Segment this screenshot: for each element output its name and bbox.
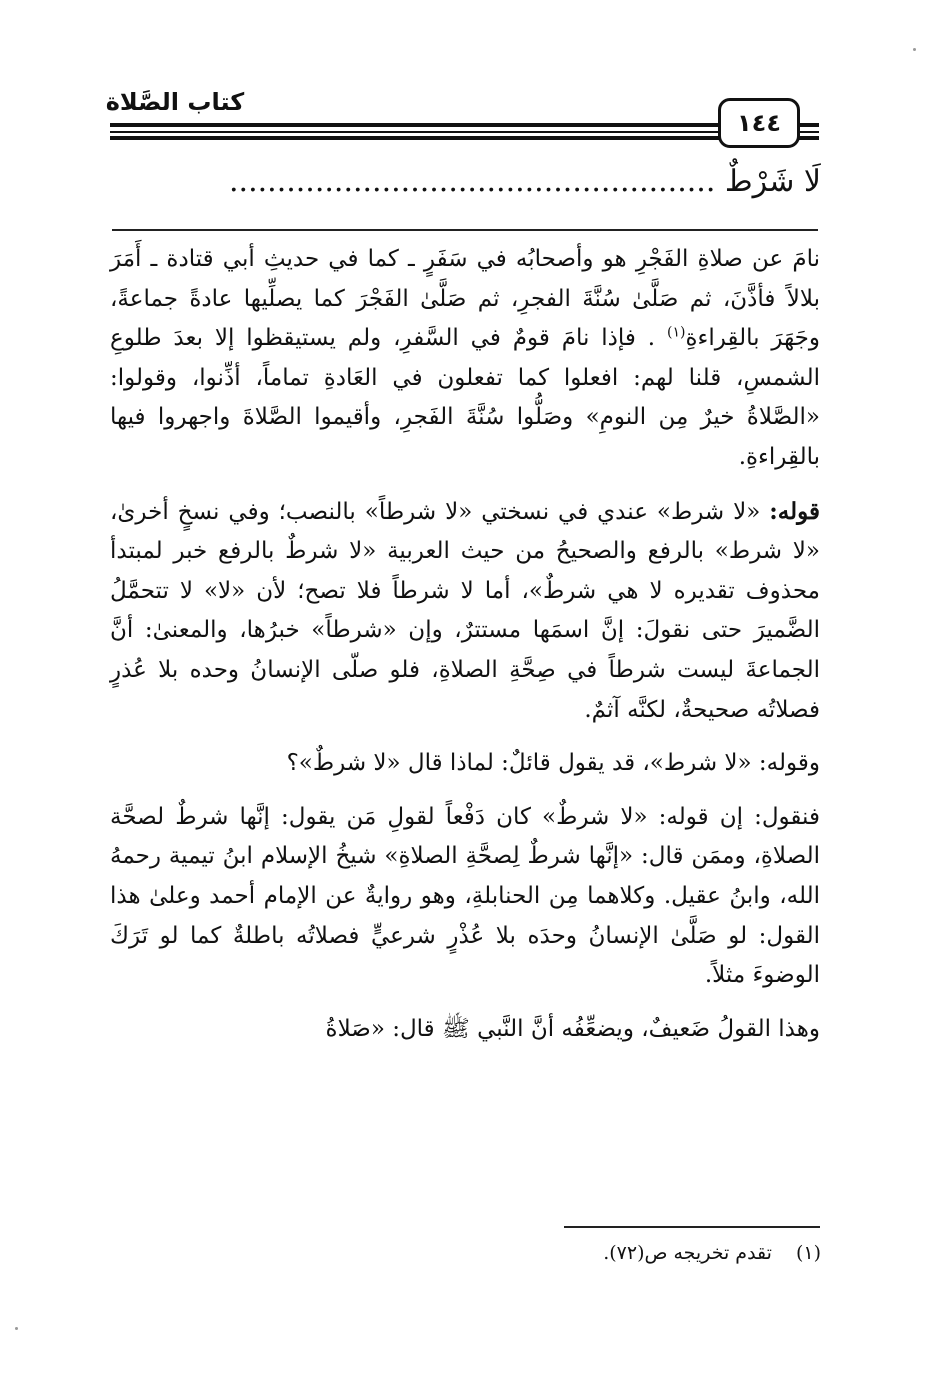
paragraph: [110, 1010, 820, 1050]
paragraph-text: «لا شرط» عندي في نسختي «لا شرطاً» بالنصب؛ وفي نسخٍ أخرىٰ، «لا شرط» بالرفع والصحيحُ من حيث العربية «لا شرطٌ بالرفع خبر لمبتدأ محذوف تقديره لا هي شرطٌ»، أما لا شرطاً فلا تصح؛ لأن «لا» لا تتحمَّلُ الضَّميرَ حتى نقولَ: إنَّ اسمَها مستترٌ، وإن «شرطاً» خبرُها، والمعنىٰ: أنَّ الجماعةَ ليست شرطاً في صِحَّةِ الصلاةِ، فلو صلّى الإنسانُ وحده بلا عُذرٍ فصلاتُه صحيحةٌ، لكنَّه آثمٌ.: [110, 498, 820, 723]
header-rule-top: [110, 123, 819, 127]
header-rule-bottom: [110, 136, 819, 140]
paragraph: [110, 798, 820, 996]
running-header-title: كتاب الصَّلاة: [105, 88, 245, 116]
paragraph-text: وقوله: «لا شرط»، قد يقول قائلٌ: لماذا قال «لا شرطٌ»؟: [286, 750, 820, 777]
paragraph: [110, 744, 820, 784]
footnote-rule: [564, 1226, 820, 1228]
footnote-text: تقدم تخريجه ص(٧٢).: [603, 1242, 772, 1264]
footnote: [603, 1238, 821, 1268]
body-text: [110, 240, 820, 1049]
scan-speck: [15, 1327, 18, 1330]
paragraph-text: فنقول: إن قوله: «لا شرطٌ» كان دَفْعاً لقولِ مَن يقول: إنَّها شرطٌ لصحَّة الصلاةِ، وممَن قال: «إنَّها شرطٌ لِصحَّةِ الصلاةِ» شيخُ الإسلام ابنُ تيمية رحمهُ الله، وابنُ عقيل. وكلاهما مِن الحنابلةِ، وهو روايةٌ عن الإمام أحمد وعلىٰ هذا القول: لو صَلَّىٰ الإنسانُ وحدَه بلا عُذْرٍ شرعيٍّ فصلاتُه باطلةٌ كما لو تَرَكَ الوضوءَ مثلاً.: [110, 803, 820, 989]
page-number: ١٤٤: [718, 98, 800, 148]
footnote-marker: (١): [667, 324, 686, 341]
leader-dots: ...................................................: [229, 164, 716, 199]
paragraph: [110, 492, 820, 731]
paragraph-text-continued: . فإذا نامَ قومٌ في السَّفرِ، ولم يستيقظوا إلا بعدَ طلوعِ الشمسِ، قلنا لهم: افعلوا كما تفعلون في العَادةِ تماماً، أذِّنوا، وقولوا: «الصَّلاةُ خيرٌ مِن النومِ» وصَلُّوا سُنَّةَ الفَجرِ، وأقيموا الصَّلاةَ واجهروا فيها بالقِراءةِ.: [110, 325, 820, 470]
section-heading-text: لَا شَرْطٌ: [724, 164, 821, 199]
footnote-number: (١): [795, 1242, 821, 1264]
paragraph-lead: قوله:: [769, 497, 820, 525]
paragraph-text: نامَ عن صلاةِ الفَجْرِ هو وأصحابُه في سَفَرٍ ـ كما في حديثِ أبي قتادة ـ أَمَرَ بلالاً فأذَّنَ، ثم صَلَّىٰ سُنَّةَ الفجرِ، ثم صَلَّىٰ الفَجْرَ كما يصلِّيها عادةً جماعةً، وجَهَرَ بالقِراءةِ: [110, 246, 820, 352]
paragraph: [110, 240, 820, 478]
paragraph-text: وهذا القولُ ضَعيفٌ، ويضعِّفُه أنَّ النَّبي ﷺ قال: «صَلاةُ: [325, 1015, 820, 1042]
section-rule: [112, 229, 818, 231]
scan-speck: [913, 48, 916, 51]
section-heading: [229, 162, 821, 202]
header-rule-middle: [110, 131, 819, 133]
